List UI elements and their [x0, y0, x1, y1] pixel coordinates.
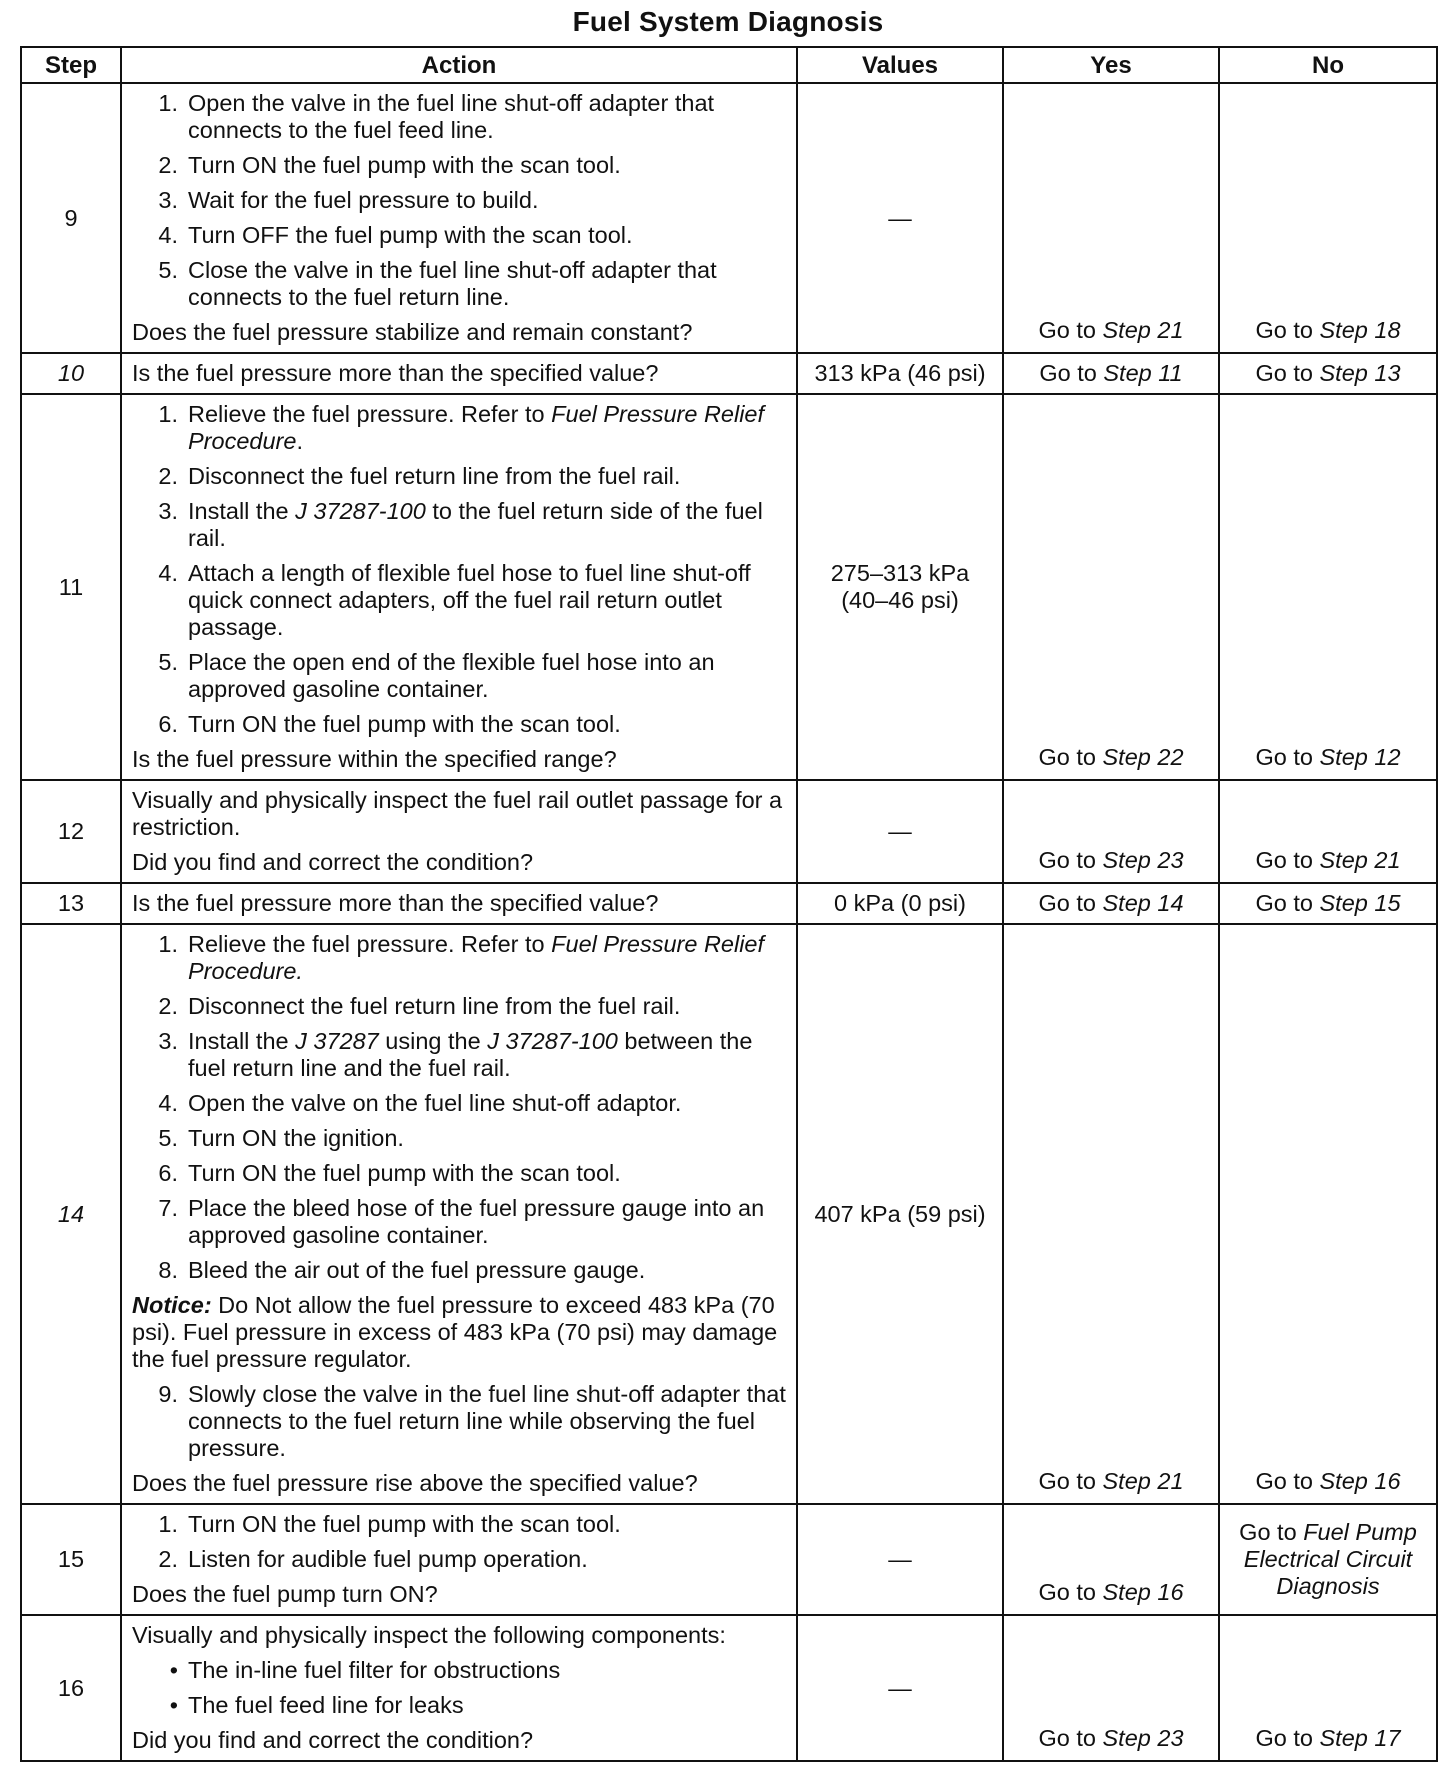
list-item: 3. Wait for the fuel pressure to build.: [158, 187, 539, 213]
step-number: 9: [21, 83, 121, 353]
step-number: 12: [21, 780, 121, 883]
table-row: [21, 883, 1437, 924]
action-cell: [121, 394, 797, 780]
table-header-row: [21, 47, 1437, 83]
list-item: 9. Slowly close the valve in the fuel line shut-off adapter that connects to the fuel return line while observing the fuel pressure.: [158, 1381, 786, 1461]
table-row: [21, 780, 1437, 883]
list-item: 4. Turn OFF the fuel pump with the scan tool.: [158, 222, 633, 248]
list-item: 5. Place the open end of the flexible fuel hose into an approved gasoline container.: [158, 649, 715, 702]
notice-label: Notice:: [132, 1292, 212, 1318]
action-text: Visually and physically inspect the fuel rail outlet passage for a restriction.: [132, 787, 783, 840]
no-cell: Go to Step 18: [1219, 83, 1437, 353]
list-item: 2. Disconnect the fuel return line from the fuel rail.: [158, 993, 681, 1019]
list-item: • The in-line fuel filter for obstructions: [169, 1657, 561, 1683]
list-item: 5. Turn ON the ignition.: [158, 1125, 404, 1151]
list-item: 4. Attach a length of flexible fuel hose to fuel line shut-off quick connect adapters, off the fuel rail return outlet passage.: [158, 560, 751, 640]
header-yes: Yes: [1003, 47, 1219, 83]
value-cell: —: [797, 1504, 1003, 1615]
action-list: [132, 90, 786, 311]
list-item: 5. Close the valve in the fuel line shut-off adapter that connects to the fuel return line.: [158, 257, 717, 310]
action-text: Visually and physically inspect the following components:: [132, 1622, 726, 1648]
yes-cell: Go to Step 16: [1003, 1504, 1219, 1615]
table-row: [21, 353, 1437, 394]
list-item: 1. Relieve the fuel pressure. Refer to Fuel Pressure Relief Procedure.: [158, 401, 765, 454]
question: Does the fuel pressure rise above the specified value?: [132, 1470, 698, 1496]
no-cell: Go to Step 17: [1219, 1615, 1437, 1761]
list-item: 1. Open the valve in the fuel line shut-off adapter that connects to the fuel feed line.: [158, 90, 715, 143]
no-cell: Go to Fuel Pump Electrical Circuit Diagnosis: [1219, 1504, 1437, 1615]
table-row: [21, 394, 1437, 780]
list-item: 6. Turn ON the fuel pump with the scan tool.: [158, 711, 621, 737]
action-list: [132, 931, 786, 1284]
diagnosis-table: [20, 46, 1438, 1762]
list-item: 3. Install the J 37287-100 to the fuel return side of the fuel rail.: [158, 498, 763, 551]
yes-step-link[interactable]: Step 23: [1102, 847, 1184, 873]
table-row: [21, 83, 1437, 353]
step-number: 16: [21, 1615, 121, 1761]
yes-cell: Go to Step 21: [1003, 83, 1219, 353]
value-cell: —: [797, 1615, 1003, 1761]
question: Does the fuel pressure stabilize and remain constant?: [132, 319, 693, 345]
component-list: [132, 1657, 786, 1719]
no-step-link[interactable]: Fuel Pump: [1303, 1519, 1417, 1545]
no-cell: Go to Step 16: [1219, 924, 1437, 1504]
header-no: No: [1219, 47, 1437, 83]
action-cell: [121, 1504, 797, 1615]
notice: [132, 1292, 786, 1373]
yes-step-link[interactable]: Step 21: [1102, 1468, 1184, 1494]
value-cell: 407 kPa (59 psi): [797, 924, 1003, 1504]
list-item: 1. Relieve the fuel pressure. Refer to Fuel Pressure Relief Procedure.: [158, 931, 765, 984]
action-list: [132, 401, 786, 738]
step-number: 14: [21, 924, 121, 1504]
yes-cell: Go to Step 21: [1003, 924, 1219, 1504]
no-step-link[interactable]: Step 16: [1319, 1468, 1401, 1494]
list-item: 6. Turn ON the fuel pump with the scan tool.: [158, 1160, 621, 1186]
header-step: Step: [21, 47, 121, 83]
yes-step-link[interactable]: Step 16: [1102, 1579, 1184, 1605]
yes-step-link[interactable]: Step 11: [1103, 360, 1183, 386]
no-step-link[interactable]: Step 13: [1319, 360, 1401, 386]
value-cell: 0 kPa (0 psi): [797, 883, 1003, 924]
yes-step-link[interactable]: Step 21: [1102, 317, 1184, 343]
no-cell: Go to Step 15: [1219, 883, 1437, 924]
action-cell: [121, 83, 797, 353]
yes-step-link[interactable]: Step 22: [1102, 744, 1184, 770]
question: Did you find and correct the condition?: [132, 849, 534, 875]
list-item: 2. Disconnect the fuel return line from the fuel rail.: [158, 463, 681, 489]
table-row: [21, 1504, 1437, 1615]
step-number: 15: [21, 1504, 121, 1615]
step-number: 11: [21, 394, 121, 780]
action-list: [132, 1381, 786, 1462]
question: Is the fuel pressure more than the specified value?: [121, 883, 797, 924]
value-cell: —: [797, 780, 1003, 883]
action-list: [132, 1511, 786, 1573]
header-values: Values: [797, 47, 1003, 83]
header-action: Action: [121, 47, 797, 83]
value-cell: —: [797, 83, 1003, 353]
no-step-link[interactable]: Step 21: [1319, 847, 1401, 873]
action-cell: [121, 1615, 797, 1761]
question: Is the fuel pressure more than the specified value?: [121, 353, 797, 394]
no-step-link[interactable]: Step 15: [1319, 890, 1401, 916]
yes-cell: Go to Step 23: [1003, 1615, 1219, 1761]
yes-cell: Go to Step 23: [1003, 780, 1219, 883]
notice-text: Do Not allow the fuel pressure to exceed 483 kPa (70 psi). Fuel pressure in excess of 483 kPa (70 psi) may damage the fuel pressure regulator.: [132, 1292, 778, 1372]
yes-cell: Go to Step 11: [1003, 353, 1219, 394]
step-number: 13: [21, 883, 121, 924]
question: Does the fuel pump turn ON?: [132, 1581, 438, 1607]
question: Is the fuel pressure within the specified range?: [132, 746, 617, 772]
table-row: [21, 1615, 1437, 1761]
value-cell: 275–313 kPa (40–46 psi): [797, 394, 1003, 780]
yes-cell: Go to Step 14: [1003, 883, 1219, 924]
list-item: 8. Bleed the air out of the fuel pressure gauge.: [158, 1257, 646, 1283]
list-item: • The fuel feed line for leaks: [169, 1692, 464, 1718]
page-title: Fuel System Diagnosis: [572, 6, 884, 37]
yes-cell: Go to Step 22: [1003, 394, 1219, 780]
no-step-link[interactable]: Step 18: [1319, 317, 1401, 343]
yes-step-link[interactable]: Step 14: [1102, 890, 1184, 916]
list-item: 3. Install the J 37287 using the J 37287-100 between the fuel return line and the fuel rail.: [158, 1028, 753, 1081]
list-item: 4. Open the valve on the fuel line shut-off adaptor.: [158, 1090, 682, 1116]
list-item: 1. Turn ON the fuel pump with the scan tool.: [158, 1511, 621, 1537]
action-cell: [121, 924, 797, 1504]
action-cell: [121, 780, 797, 883]
list-item: 2. Turn ON the fuel pump with the scan tool.: [158, 152, 621, 178]
no-step-link[interactable]: Step 17: [1319, 1725, 1401, 1751]
no-cell: Go to Step 12: [1219, 394, 1437, 780]
list-item: 7. Place the bleed hose of the fuel pressure gauge into an approved gasoline container.: [158, 1195, 765, 1248]
no-cell: Go to Step 21: [1219, 780, 1437, 883]
no-step-link[interactable]: Step 12: [1319, 744, 1401, 770]
list-item: 2. Listen for audible fuel pump operation.: [158, 1546, 588, 1572]
value-cell: 313 kPa (46 psi): [797, 353, 1003, 394]
question: Did you find and correct the condition?: [132, 1727, 534, 1753]
no-cell: Go to Step 13: [1219, 353, 1437, 394]
table-row: [21, 924, 1437, 1504]
step-number: 10: [21, 353, 121, 394]
yes-step-link[interactable]: Step 23: [1102, 1725, 1184, 1751]
